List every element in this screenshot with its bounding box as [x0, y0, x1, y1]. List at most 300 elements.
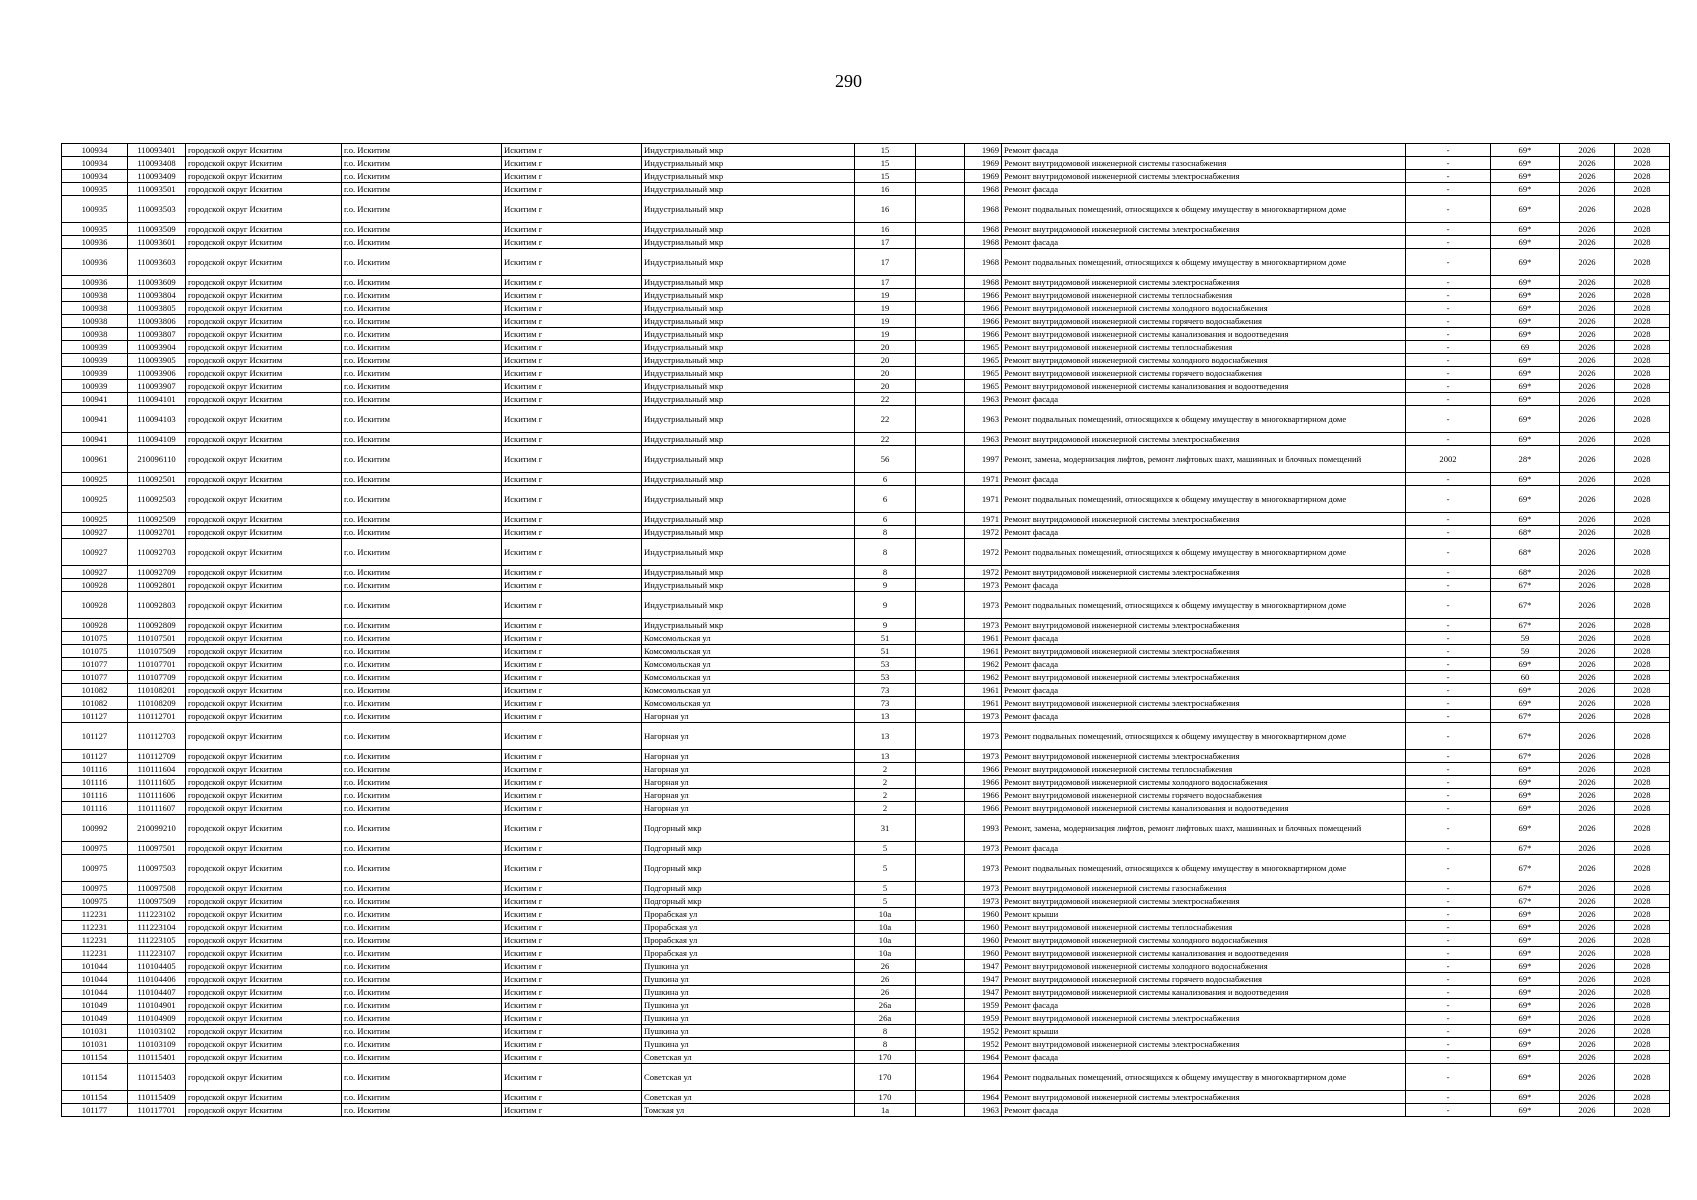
cell-last-repair-year: - — [1406, 1012, 1491, 1025]
cell-house-number: 6 — [855, 486, 916, 513]
cell-street: Индустриальный мкр — [642, 526, 855, 539]
cell-work-type: Ремонт внутридомовой инженерной системы горячего водоснабжения — [1002, 315, 1406, 328]
cell-municipal-district: городской округ Искитим — [186, 763, 342, 776]
cell-work-type: Ремонт фасада — [1002, 393, 1406, 406]
cell-period-end: 2028 — [1615, 473, 1670, 486]
cell-municipal-district: городской округ Искитим — [186, 934, 342, 947]
cell-building — [916, 750, 965, 763]
cell-wear-percent: 69* — [1491, 986, 1560, 999]
cell-municipal-district: городской округ Искитим — [186, 802, 342, 815]
cell-work-type: Ремонт внутридомовой инженерной системы холодного водоснабжения — [1002, 302, 1406, 315]
cell-street: Индустриальный мкр — [642, 513, 855, 526]
cell-period-start: 2026 — [1560, 960, 1615, 973]
cell-building — [916, 999, 965, 1012]
cell-settlement: Искитим г — [502, 367, 642, 380]
cell-work-code: 110108209 — [128, 697, 186, 710]
table-row — [62, 815, 1670, 842]
cell-municipality: г.о. Искитим — [342, 842, 502, 855]
cell-work-type: Ремонт подвальных помещений, относящихся к общему имуществу в многоквартирном доме — [1002, 723, 1406, 750]
cell-municipal-district: городской округ Искитим — [186, 895, 342, 908]
cell-work-type: Ремонт внутридомовой инженерной системы теплоснабжения — [1002, 921, 1406, 934]
cell-building — [916, 895, 965, 908]
cell-street: Индустриальный мкр — [642, 566, 855, 579]
table-row — [62, 1051, 1670, 1064]
cell-work-type: Ремонт крыши — [1002, 1025, 1406, 1038]
cell-street: Советская ул — [642, 1051, 855, 1064]
cell-house-id: 101044 — [62, 986, 128, 999]
table-row — [62, 882, 1670, 895]
cell-work-code: 110104901 — [128, 999, 186, 1012]
cell-building — [916, 619, 965, 632]
cell-building — [916, 815, 965, 842]
cell-year-built: 1966 — [965, 315, 1002, 328]
cell-municipality: г.о. Искитим — [342, 750, 502, 763]
cell-house-number: 8 — [855, 1038, 916, 1051]
cell-municipal-district: городской округ Искитим — [186, 354, 342, 367]
cell-period-start: 2026 — [1560, 947, 1615, 960]
cell-house-number: 9 — [855, 592, 916, 619]
cell-municipal-district: городской округ Искитим — [186, 999, 342, 1012]
cell-municipality: г.о. Искитим — [342, 473, 502, 486]
table-row — [62, 406, 1670, 433]
cell-settlement: Искитим г — [502, 566, 642, 579]
cell-period-start: 2026 — [1560, 1051, 1615, 1064]
cell-last-repair-year: - — [1406, 815, 1491, 842]
cell-house-number: 8 — [855, 566, 916, 579]
cell-building — [916, 289, 965, 302]
cell-work-code: 110093409 — [128, 170, 186, 183]
cell-wear-percent: 28* — [1491, 446, 1560, 473]
cell-year-built: 1965 — [965, 341, 1002, 354]
cell-period-start: 2026 — [1560, 380, 1615, 393]
cell-settlement: Искитим г — [502, 276, 642, 289]
cell-building — [916, 1038, 965, 1051]
cell-work-code: 110093906 — [128, 367, 186, 380]
cell-last-repair-year: - — [1406, 406, 1491, 433]
cell-period-start: 2026 — [1560, 934, 1615, 947]
cell-period-end: 2028 — [1615, 815, 1670, 842]
cell-settlement: Искитим г — [502, 302, 642, 315]
table-row — [62, 302, 1670, 315]
cell-municipal-district: городской округ Искитим — [186, 921, 342, 934]
cell-period-start: 2026 — [1560, 579, 1615, 592]
cell-work-code: 210096110 — [128, 446, 186, 473]
cell-municipality: г.о. Искитим — [342, 566, 502, 579]
cell-last-repair-year: - — [1406, 632, 1491, 645]
cell-street: Нагорная ул — [642, 723, 855, 750]
cell-last-repair-year: - — [1406, 1038, 1491, 1051]
cell-municipal-district: городской округ Искитим — [186, 671, 342, 684]
cell-street: Комсомольская ул — [642, 684, 855, 697]
cell-settlement: Искитим г — [502, 763, 642, 776]
cell-work-code: 110092703 — [128, 539, 186, 566]
cell-work-type: Ремонт внутридомовой инженерной системы электроснабжения — [1002, 671, 1406, 684]
cell-period-end: 2028 — [1615, 249, 1670, 276]
cell-last-repair-year: - — [1406, 895, 1491, 908]
table-row — [62, 315, 1670, 328]
cell-building — [916, 539, 965, 566]
cell-period-start: 2026 — [1560, 183, 1615, 196]
cell-street: Пушкина ул — [642, 986, 855, 999]
table-row — [62, 566, 1670, 579]
cell-municipality: г.о. Искитим — [342, 908, 502, 921]
cell-municipality: г.о. Искитим — [342, 999, 502, 1012]
cell-house-number: 19 — [855, 302, 916, 315]
cell-municipality: г.о. Искитим — [342, 921, 502, 934]
cell-house-id: 100975 — [62, 895, 128, 908]
cell-street: Индустриальный мкр — [642, 539, 855, 566]
cell-wear-percent: 69* — [1491, 223, 1560, 236]
cell-building — [916, 882, 965, 895]
cell-building — [916, 645, 965, 658]
table-row — [62, 513, 1670, 526]
table-row — [62, 380, 1670, 393]
cell-street: Комсомольская ул — [642, 632, 855, 645]
cell-year-built: 1966 — [965, 289, 1002, 302]
cell-settlement: Искитим г — [502, 671, 642, 684]
cell-settlement: Искитим г — [502, 1051, 642, 1064]
cell-wear-percent: 69* — [1491, 486, 1560, 513]
cell-last-repair-year: - — [1406, 341, 1491, 354]
table-row — [62, 632, 1670, 645]
cell-work-code: 110104405 — [128, 960, 186, 973]
cell-house-id: 100927 — [62, 539, 128, 566]
cell-work-code: 110093907 — [128, 380, 186, 393]
cell-work-code: 111223104 — [128, 921, 186, 934]
cell-building — [916, 710, 965, 723]
cell-work-code: 110092801 — [128, 579, 186, 592]
cell-settlement: Искитим г — [502, 658, 642, 671]
cell-work-type: Ремонт фасада — [1002, 526, 1406, 539]
table-row — [62, 473, 1670, 486]
cell-settlement: Искитим г — [502, 526, 642, 539]
cell-period-end: 2028 — [1615, 908, 1670, 921]
cell-wear-percent: 69* — [1491, 973, 1560, 986]
cell-period-end: 2028 — [1615, 1091, 1670, 1104]
cell-year-built: 1966 — [965, 302, 1002, 315]
cell-building — [916, 276, 965, 289]
table-row — [62, 144, 1670, 157]
cell-house-number: 20 — [855, 380, 916, 393]
page-number: 290 — [835, 71, 862, 91]
cell-municipality: г.о. Искитим — [342, 486, 502, 513]
cell-building — [916, 723, 965, 750]
cell-street: Индустриальный мкр — [642, 196, 855, 223]
cell-period-end: 2028 — [1615, 684, 1670, 697]
cell-street: Индустриальный мкр — [642, 433, 855, 446]
cell-house-number: 73 — [855, 697, 916, 710]
cell-house-id: 112231 — [62, 908, 128, 921]
cell-period-end: 2028 — [1615, 393, 1670, 406]
cell-period-start: 2026 — [1560, 276, 1615, 289]
table-row — [62, 960, 1670, 973]
cell-settlement: Искитим г — [502, 513, 642, 526]
cell-building — [916, 380, 965, 393]
cell-work-type: Ремонт внутридомовой инженерной системы электроснабжения — [1002, 276, 1406, 289]
cell-house-number: 15 — [855, 170, 916, 183]
table-row — [62, 723, 1670, 750]
cell-work-code: 110092803 — [128, 592, 186, 619]
cell-house-number: 10а — [855, 908, 916, 921]
cell-municipal-district: городской округ Искитим — [186, 960, 342, 973]
cell-settlement: Искитим г — [502, 341, 642, 354]
cell-house-id: 101031 — [62, 1038, 128, 1051]
cell-building — [916, 855, 965, 882]
cell-work-type: Ремонт фасада — [1002, 684, 1406, 697]
cell-house-number: 31 — [855, 815, 916, 842]
cell-house-id: 100936 — [62, 236, 128, 249]
cell-work-code: 110093905 — [128, 354, 186, 367]
table-row — [62, 157, 1670, 170]
cell-house-number: 17 — [855, 236, 916, 249]
cell-street: Нагорная ул — [642, 750, 855, 763]
cell-work-type: Ремонт внутридомовой инженерной системы канализования и водоотведения — [1002, 947, 1406, 960]
cell-last-repair-year: - — [1406, 183, 1491, 196]
cell-building — [916, 446, 965, 473]
cell-municipal-district: городской округ Искитим — [186, 947, 342, 960]
cell-settlement: Искитим г — [502, 393, 642, 406]
cell-wear-percent: 69* — [1491, 1051, 1560, 1064]
cell-street: Пушкина ул — [642, 1025, 855, 1038]
cell-wear-percent: 69* — [1491, 236, 1560, 249]
cell-period-start: 2026 — [1560, 144, 1615, 157]
cell-house-number: 51 — [855, 632, 916, 645]
cell-work-code: 110112709 — [128, 750, 186, 763]
cell-street: Индустриальный мкр — [642, 380, 855, 393]
cell-building — [916, 802, 965, 815]
cell-work-code: 110112701 — [128, 710, 186, 723]
cell-street: Индустриальный мкр — [642, 289, 855, 302]
table-row — [62, 393, 1670, 406]
cell-house-id: 100934 — [62, 170, 128, 183]
cell-house-number: 20 — [855, 341, 916, 354]
cell-last-repair-year: - — [1406, 315, 1491, 328]
cell-period-end: 2028 — [1615, 433, 1670, 446]
cell-period-end: 2028 — [1615, 486, 1670, 513]
cell-work-type: Ремонт внутридомовой инженерной системы электроснабжения — [1002, 170, 1406, 183]
cell-year-built: 1966 — [965, 763, 1002, 776]
cell-municipality: г.о. Искитим — [342, 183, 502, 196]
cell-municipality: г.о. Искитим — [342, 223, 502, 236]
cell-period-end: 2028 — [1615, 446, 1670, 473]
cell-period-start: 2026 — [1560, 789, 1615, 802]
cell-work-code: 110092501 — [128, 473, 186, 486]
cell-wear-percent: 69* — [1491, 763, 1560, 776]
cell-period-start: 2026 — [1560, 406, 1615, 433]
cell-year-built: 1973 — [965, 895, 1002, 908]
cell-house-number: 1а — [855, 1104, 916, 1117]
cell-wear-percent: 69* — [1491, 289, 1560, 302]
cell-period-start: 2026 — [1560, 908, 1615, 921]
cell-work-type: Ремонт фасада — [1002, 236, 1406, 249]
cell-wear-percent: 69* — [1491, 249, 1560, 276]
cell-period-end: 2028 — [1615, 354, 1670, 367]
cell-year-built: 1965 — [965, 380, 1002, 393]
cell-street: Нагорная ул — [642, 763, 855, 776]
table-row — [62, 947, 1670, 960]
cell-year-built: 1961 — [965, 697, 1002, 710]
cell-last-repair-year: - — [1406, 1051, 1491, 1064]
cell-period-start: 2026 — [1560, 882, 1615, 895]
cell-wear-percent: 69* — [1491, 183, 1560, 196]
cell-municipality: г.о. Искитим — [342, 1051, 502, 1064]
cell-work-code: 110104407 — [128, 986, 186, 999]
cell-work-type: Ремонт внутридомовой инженерной системы электроснабжения — [1002, 1012, 1406, 1025]
cell-municipality: г.о. Искитим — [342, 789, 502, 802]
cell-house-id: 101116 — [62, 763, 128, 776]
cell-period-end: 2028 — [1615, 157, 1670, 170]
cell-work-code: 110094101 — [128, 393, 186, 406]
cell-settlement: Искитим г — [502, 750, 642, 763]
cell-period-end: 2028 — [1615, 842, 1670, 855]
cell-period-start: 2026 — [1560, 1064, 1615, 1091]
cell-street: Комсомольская ул — [642, 697, 855, 710]
cell-house-number: 170 — [855, 1091, 916, 1104]
cell-building — [916, 684, 965, 697]
cell-wear-percent: 69* — [1491, 1012, 1560, 1025]
cell-street: Индустриальный мкр — [642, 183, 855, 196]
cell-municipal-district: городской округ Искитим — [186, 223, 342, 236]
cell-year-built: 1964 — [965, 1091, 1002, 1104]
cell-municipal-district: городской округ Искитим — [186, 645, 342, 658]
cell-work-type: Ремонт подвальных помещений, относящихся к общему имуществу в многоквартирном доме — [1002, 406, 1406, 433]
cell-period-end: 2028 — [1615, 645, 1670, 658]
cell-year-built: 1965 — [965, 354, 1002, 367]
cell-municipality: г.о. Искитим — [342, 196, 502, 223]
cell-building — [916, 671, 965, 684]
cell-work-code: 110097509 — [128, 895, 186, 908]
cell-year-built: 1993 — [965, 815, 1002, 842]
cell-municipality: г.о. Искитим — [342, 986, 502, 999]
cell-municipal-district: городской округ Искитим — [186, 619, 342, 632]
cell-house-number: 53 — [855, 671, 916, 684]
cell-house-number: 6 — [855, 513, 916, 526]
table-row — [62, 367, 1670, 380]
cell-period-end: 2028 — [1615, 236, 1670, 249]
cell-work-type: Ремонт внутридомовой инженерной системы электроснабжения — [1002, 750, 1406, 763]
cell-settlement: Искитим г — [502, 1012, 642, 1025]
cell-work-code: 110093603 — [128, 249, 186, 276]
cell-municipal-district: городской округ Искитим — [186, 986, 342, 999]
cell-year-built: 1961 — [965, 684, 1002, 697]
cell-wear-percent: 69* — [1491, 908, 1560, 921]
cell-work-type: Ремонт внутридомовой инженерной системы электроснабжения — [1002, 1038, 1406, 1051]
cell-settlement: Искитим г — [502, 1104, 642, 1117]
cell-settlement: Искитим г — [502, 289, 642, 302]
cell-building — [916, 973, 965, 986]
cell-municipality: г.о. Искитим — [342, 144, 502, 157]
cell-municipal-district: городской округ Искитим — [186, 315, 342, 328]
cell-period-start: 2026 — [1560, 1091, 1615, 1104]
cell-period-end: 2028 — [1615, 1012, 1670, 1025]
cell-municipal-district: городской округ Искитим — [186, 1104, 342, 1117]
cell-work-code: 110107709 — [128, 671, 186, 684]
table-row — [62, 697, 1670, 710]
table-row — [62, 973, 1670, 986]
cell-settlement: Искитим г — [502, 579, 642, 592]
cell-work-code: 110107501 — [128, 632, 186, 645]
cell-period-end: 2028 — [1615, 406, 1670, 433]
cell-last-repair-year: 2002 — [1406, 446, 1491, 473]
cell-last-repair-year: - — [1406, 473, 1491, 486]
cell-house-number: 19 — [855, 289, 916, 302]
cell-house-number: 19 — [855, 315, 916, 328]
cell-wear-percent: 67* — [1491, 592, 1560, 619]
table-row — [62, 276, 1670, 289]
cell-period-start: 2026 — [1560, 1012, 1615, 1025]
cell-street: Пушкина ул — [642, 999, 855, 1012]
cell-municipal-district: городской округ Искитим — [186, 658, 342, 671]
cell-settlement: Искитим г — [502, 802, 642, 815]
cell-house-id: 101127 — [62, 710, 128, 723]
table-row — [62, 908, 1670, 921]
cell-period-start: 2026 — [1560, 526, 1615, 539]
cell-last-repair-year: - — [1406, 1104, 1491, 1117]
cell-work-code: 110097508 — [128, 882, 186, 895]
cell-period-end: 2028 — [1615, 1051, 1670, 1064]
cell-work-code: 110111606 — [128, 789, 186, 802]
cell-wear-percent: 69* — [1491, 473, 1560, 486]
cell-municipal-district: городской округ Искитим — [186, 486, 342, 513]
cell-last-repair-year: - — [1406, 249, 1491, 276]
cell-year-built: 1973 — [965, 855, 1002, 882]
cell-building — [916, 842, 965, 855]
cell-house-id: 101082 — [62, 697, 128, 710]
cell-period-end: 2028 — [1615, 289, 1670, 302]
cell-municipal-district: городской округ Искитим — [186, 236, 342, 249]
cell-wear-percent: 69* — [1491, 157, 1560, 170]
cell-work-code: 111223105 — [128, 934, 186, 947]
cell-building — [916, 183, 965, 196]
cell-house-id: 100925 — [62, 473, 128, 486]
cell-work-type: Ремонт подвальных помещений, относящихся к общему имуществу в многоквартирном доме — [1002, 1064, 1406, 1091]
cell-year-built: 1973 — [965, 592, 1002, 619]
cell-wear-percent: 69* — [1491, 302, 1560, 315]
cell-municipal-district: городской округ Искитим — [186, 776, 342, 789]
cell-settlement: Искитим г — [502, 999, 642, 1012]
cell-house-id: 101127 — [62, 723, 128, 750]
cell-period-start: 2026 — [1560, 815, 1615, 842]
cell-wear-percent: 69* — [1491, 380, 1560, 393]
cell-last-repair-year: - — [1406, 236, 1491, 249]
cell-street: Индустриальный мкр — [642, 592, 855, 619]
cell-house-number: 17 — [855, 276, 916, 289]
cell-period-end: 2028 — [1615, 539, 1670, 566]
cell-settlement: Искитим г — [502, 380, 642, 393]
cell-house-number: 2 — [855, 763, 916, 776]
cell-house-id: 100927 — [62, 566, 128, 579]
cell-wear-percent: 67* — [1491, 750, 1560, 763]
cell-house-id: 100938 — [62, 302, 128, 315]
cell-work-code: 110093408 — [128, 157, 186, 170]
cell-municipality: г.о. Искитим — [342, 341, 502, 354]
cell-period-start: 2026 — [1560, 223, 1615, 236]
cell-last-repair-year: - — [1406, 354, 1491, 367]
cell-work-type: Ремонт внутридомовой инженерной системы канализования и водоотведения — [1002, 328, 1406, 341]
cell-municipality: г.о. Искитим — [342, 632, 502, 645]
cell-street: Индустриальный мкр — [642, 223, 855, 236]
cell-municipal-district: городской округ Искитим — [186, 579, 342, 592]
table-row — [62, 895, 1670, 908]
cell-period-start: 2026 — [1560, 842, 1615, 855]
cell-house-number: 22 — [855, 406, 916, 433]
cell-settlement: Искитим г — [502, 908, 642, 921]
cell-work-code: 110115401 — [128, 1051, 186, 1064]
cell-building — [916, 789, 965, 802]
table-row — [62, 289, 1670, 302]
cell-period-start: 2026 — [1560, 170, 1615, 183]
cell-last-repair-year: - — [1406, 579, 1491, 592]
